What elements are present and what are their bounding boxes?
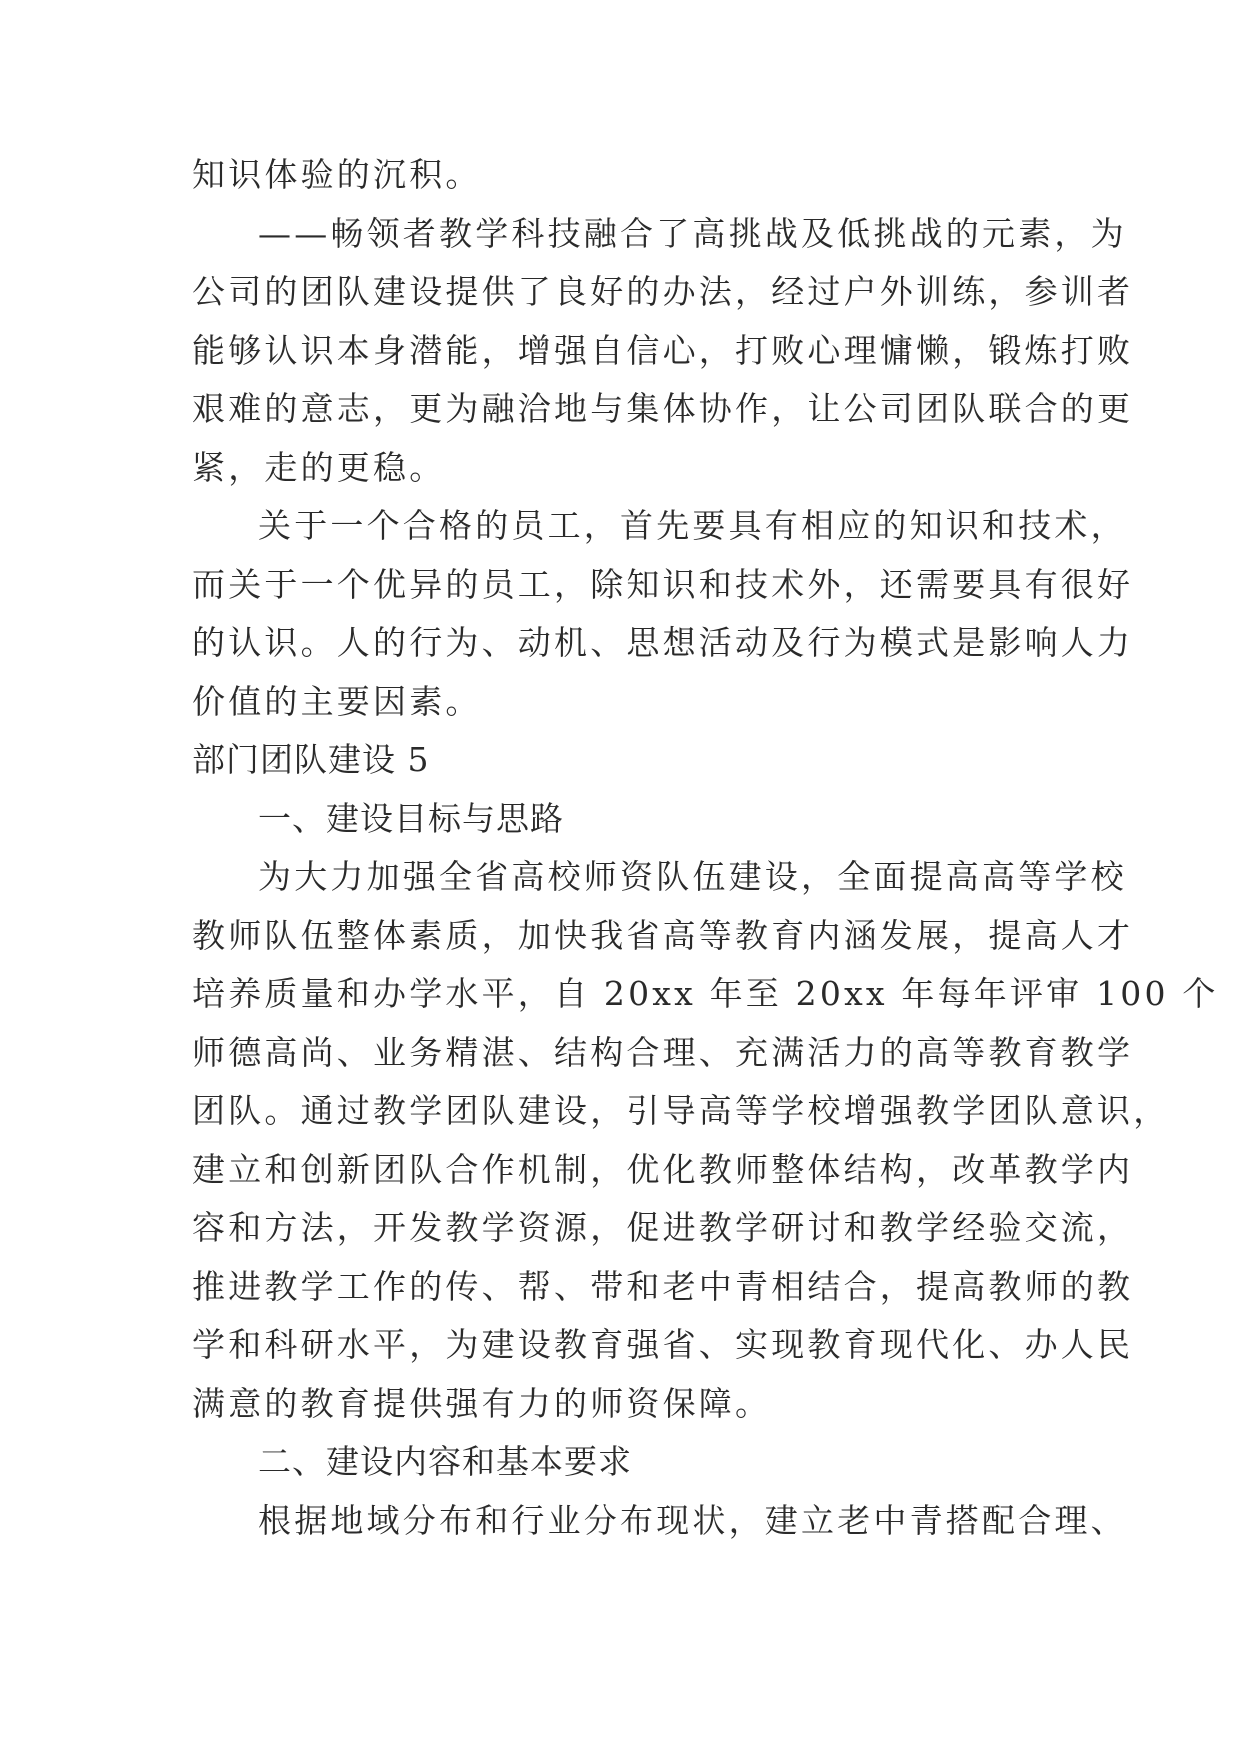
- paragraph-start: 关于一个合格的员工，首先要具有相应的知识和技术，: [258, 506, 1127, 545]
- text-line: 知识体验的沉积。: [192, 155, 482, 194]
- text-line: 师德高尚、业务精湛、结构合理、充满活力的高等教育教学: [192, 1032, 1134, 1072]
- text-line: 建立和创新团队合作机制，优化教师整体结构，改革教学内: [192, 1149, 1134, 1189]
- section-heading: 二、建设内容和基本要求: [258, 1442, 632, 1481]
- text-line: 满意的教育提供强有力的师资保障。: [192, 1383, 772, 1423]
- text-line: 容和方法，开发教学资源，促进教学研讨和教学经验交流，: [192, 1208, 1134, 1247]
- paragraph-start: ——畅领者教学科技融合了高挑战及低挑战的元素，为: [258, 213, 1127, 253]
- text-line: 推进教学工作的传、帮、带和老中青相结合，提高教师的教: [192, 1266, 1134, 1306]
- text-line: 学和科研水平，为建设教育强省、实现教育现代化、办人民: [192, 1325, 1134, 1364]
- paragraph-start: 根据地域分布和行业分布现状，建立老中青搭配合理、: [258, 1500, 1127, 1540]
- text-line: 公司的团队建设提供了良好的办法，经过户外训练，参训者: [192, 272, 1134, 311]
- paragraph-start: 为大力加强全省高校师资队伍建设，全面提高高等学校: [258, 857, 1127, 896]
- document-body: [192, 146, 1219, 1550]
- text-line: 能够认识本身潜能，增强自信心，打败心理慵懒，锻炼打败: [192, 330, 1134, 370]
- text-line: 而关于一个优异的员工，除知识和技术外，还需要具有很好: [192, 564, 1134, 604]
- text-line: 培养质量和办学水平，自 20xx 年至 20xx 年每年评审 100 个: [192, 974, 1219, 1013]
- text-line: 教师队伍整体素质，加快我省高等教育内涵发展，提高人才: [192, 915, 1134, 955]
- section-heading: 一、建设目标与思路: [258, 798, 564, 838]
- section-title: 部门团队建设 5: [192, 740, 430, 779]
- text-line: 团队。通过教学团队建设，引导高等学校增强教学团队意识，: [192, 1091, 1170, 1130]
- text-line: 的认识。人的行为、动机、思想活动及行为模式是影响人力: [192, 623, 1134, 662]
- text-line: 紧，走的更稳。: [192, 447, 446, 487]
- text-line: 价值的主要因素。: [192, 681, 482, 721]
- text-line: 艰难的意志，更为融洽地与集体协作，让公司团队联合的更: [192, 389, 1134, 428]
